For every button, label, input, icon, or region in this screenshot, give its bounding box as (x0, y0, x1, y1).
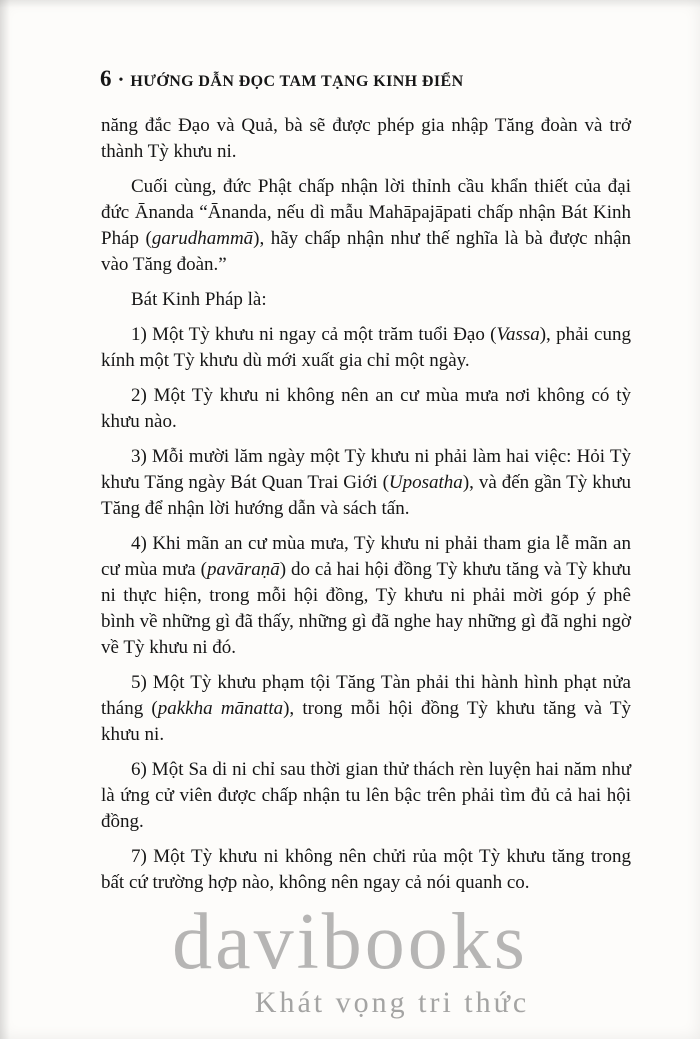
text-run: 5) Một Tỳ khưu phạm tội Tăng Tàn phải thi hành hình phạt nửa tháng ( (101, 672, 631, 719)
paragraph (101, 757, 631, 835)
watermark (0, 900, 700, 1020)
paragraph (101, 531, 631, 661)
paragraph (101, 113, 631, 165)
text-run: Cuối cùng, đức Phật chấp nhận lời thỉnh cầu khẩn thiết của đại đức Ānanda “Ānanda, nếu dì mẫu Mahāpajāpati chấp nhận Bát Kinh Pháp ( (101, 176, 631, 249)
paragraph (101, 444, 631, 522)
paragraph (101, 174, 631, 278)
text-run: 1) Một Tỳ khưu ni ngay cả một trăm tuổi Đạo ( (131, 324, 497, 345)
text-run: 6) Một Sa di ni chỉ sau thời gian thử thách rèn luyện hai năm như là ứng cử viên được chấp nhận tu lên bậc trên phải tìm đủ cả hai hội đồng. (101, 759, 631, 832)
running-header-title: HƯỚNG DẪN ĐỌC TAM TẠNG KINH ĐIỂN (130, 73, 464, 90)
text-run: năng đắc Đạo và Quả, bà sẽ được phép gia nhập Tăng đoàn và trở thành Tỳ khưu ni. (101, 115, 631, 162)
text-run: 2) Một Tỳ khưu ni không nên an cư mùa mưa nơi không có tỳ khưu nào. (101, 385, 631, 432)
paragraph (101, 383, 631, 435)
page-body (0, 92, 700, 896)
italic-term: Vassa (496, 324, 540, 345)
text-run: 7) Một Tỳ khưu ni không nên chửi rủa một Tỳ khưu tăng trong bất cứ trường hợp nào, không nên ngay cả nói quanh co. (101, 846, 631, 893)
text-run: ), trong mỗi hội đồng Tỳ khưu tăng và Tỳ khưu ni. (101, 698, 631, 745)
page-header (0, 0, 700, 92)
paragraph (101, 322, 631, 374)
text-run: ), hãy chấp nhận như thế nghĩa là bà được nhận vào Tăng đoàn.” (101, 228, 632, 275)
italic-term: garudhammā (151, 228, 254, 249)
text-run: 3) Mỗi mười lăm ngày một Tỳ khưu ni phải làm hai việc: Hỏi Tỳ khưu Tăng ngày Bát Quan Trai Giới ( (101, 446, 631, 493)
italic-term: pakkha mānatta (157, 698, 284, 719)
text-run: Bát Kinh Pháp là: (131, 289, 267, 310)
watermark-logo-text: davibooks (172, 898, 528, 986)
text-run: 4) Khi mãn an cư mùa mưa, Tỳ khưu ni phải tham gia lễ mãn an cư mùa mưa ( (101, 533, 631, 580)
header-separator: • (118, 73, 124, 88)
watermark-slogan: Khát vọng tri thức (254, 986, 530, 1019)
text-run: ), phải cung kính một Tỳ khưu dù mới xuất gia chỉ một ngày. (101, 324, 631, 371)
page-number: 6 (100, 66, 112, 91)
italic-term: pavāraṇā (206, 559, 280, 580)
text-run: ), và đến gần Tỳ khưu Tăng để nhận lời hướng dẫn và sách tấn. (101, 472, 631, 519)
italic-term: Uposatha (388, 472, 463, 493)
text-run: ) do cả hai hội đồng Tỳ khưu tăng và Tỳ khưu ni thực hiện, trong mỗi hội đồng, Tỳ khưu ni phải mời góp ý phê bình về những gì đã thấy, những gì đã nghe hay những gì đã nghi ngờ về Tỳ khưu ni đó. (101, 559, 632, 658)
paragraph (101, 287, 631, 313)
paragraph (101, 844, 631, 896)
paragraph (101, 670, 631, 748)
